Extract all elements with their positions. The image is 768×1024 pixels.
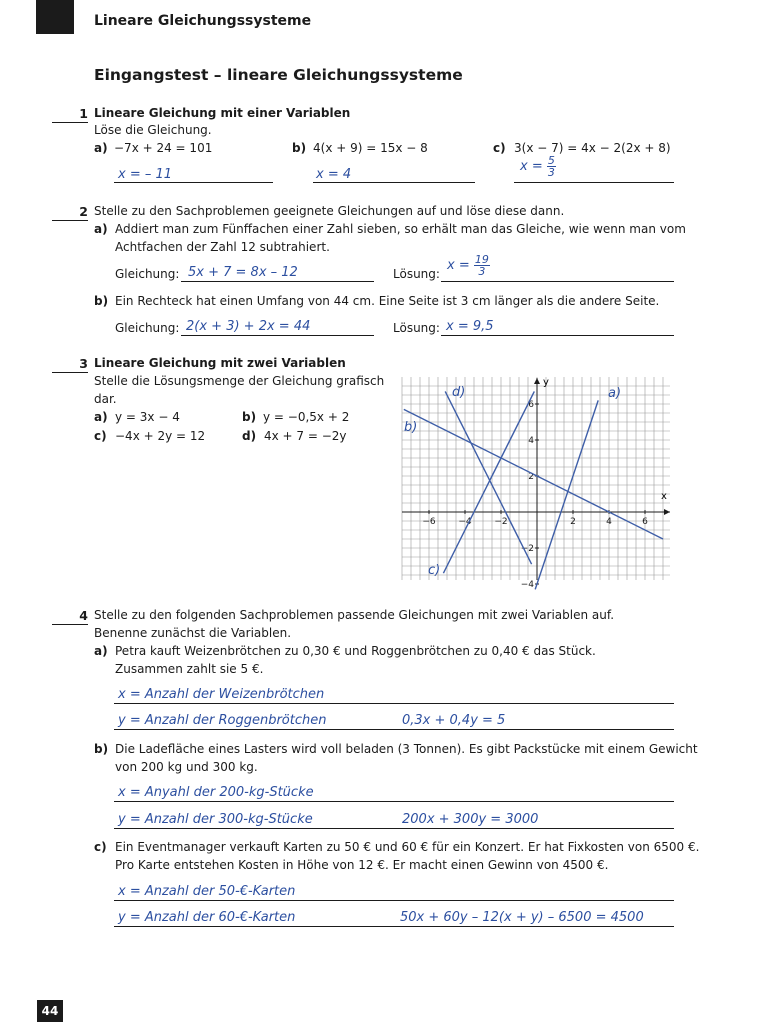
task-1-instruction: Löse die Gleichung.	[94, 123, 212, 137]
task-2a-solution-label: Lösung:	[393, 267, 440, 281]
task-3-graph	[380, 374, 680, 590]
task-3d-equation: 4x + 7 = −2y	[264, 429, 347, 443]
task-1b-answer[interactable]: x = 4	[316, 167, 352, 182]
task-4b-text-line2: von 200 kg und 300 kg.	[115, 760, 258, 774]
task-3a-label: a)	[94, 410, 108, 424]
task-2b-equation-label: Gleichung:	[115, 321, 180, 335]
y-tick-label: −2	[520, 544, 534, 554]
x-tick-label: 4	[606, 517, 612, 527]
task-1a-equation: −7x + 24 = 101	[114, 141, 213, 155]
chapter-marker	[36, 0, 74, 34]
task-4b-equation[interactable]: 200x + 300y = 3000	[402, 812, 539, 827]
page-title: Eingangstest – lineare Gleichungssysteme	[94, 66, 463, 84]
graph-lines	[404, 391, 663, 589]
task-4-instruction-line1: Stelle zu den folgenden Sachproblemen passende Gleichungen mit zwei Variablen auf.	[94, 608, 615, 622]
task-4c-variable-x[interactable]: x = Anzahl der 50-€-Karten	[118, 884, 296, 899]
task-4a-text-line1: Petra kauft Weizenbrötchen zu 0,30 € und Roggenbrötchen zu 0,40 € das Stück.	[115, 644, 596, 658]
task-1b-label: b)	[292, 141, 307, 155]
task-3a-equation: y = 3x − 4	[115, 410, 180, 424]
graph-line-a	[535, 400, 598, 589]
task-2b-equation-line	[181, 335, 374, 336]
chapter-title: Lineare Gleichungssysteme	[94, 13, 312, 29]
task-3-instruction-line1: Stelle die Lösungsmenge der Gleichung grafisch	[94, 374, 385, 388]
graph-grid	[402, 377, 670, 580]
task-1a-label: a)	[94, 141, 108, 155]
task-2a-text-line2: Achtfachen der Zahl 12 subtrahiert.	[115, 240, 330, 254]
task-2a-solution-answer[interactable]	[447, 254, 490, 277]
task-4a-line-2	[114, 729, 674, 730]
x-tick-label: 6	[642, 517, 648, 527]
task-1a-answer[interactable]: x = – 11	[118, 167, 173, 182]
y-tick-label: −4	[520, 580, 534, 590]
task-2-number: 2	[52, 204, 88, 221]
task-1c-answer-prefix: x =	[520, 159, 543, 174]
task-2-instruction: Stelle zu den Sachproblemen geeignete Gleichungen auf und löse diese dann.	[94, 204, 565, 218]
x-tick-label: −2	[494, 517, 508, 527]
task-4c-text-line1: Ein Eventmanager verkauft Karten zu 50 € und 60 € für ein Konzert. Er hat Fixkosten von 6500 €.	[115, 840, 700, 854]
line-label-c: c)	[428, 563, 441, 578]
line-label-a: a)	[608, 386, 622, 401]
task-4a-line-1	[114, 703, 674, 704]
x-tick-label: 2	[570, 517, 576, 527]
task-3d-label: d)	[242, 429, 257, 443]
x-axis-arrow	[664, 509, 670, 515]
task-4a-variable-x[interactable]: x = Anzahl der Weizenbrötchen	[118, 687, 325, 702]
fraction-numerator: 5	[547, 154, 555, 167]
task-4c-text-line2: Pro Karte entstehen Kosten in Höhe von 12 €. Er macht einen Gewinn von 4500 €.	[115, 858, 609, 872]
task-4b-text-line1: Die Ladefläche eines Lasters wird voll beladen (3 Tonnen). Es gibt Packstücke mit einem Gewicht	[115, 742, 698, 756]
task-4c-line-2	[114, 926, 674, 927]
x-tick-label: −6	[422, 517, 436, 527]
task-1c-answer-line	[514, 182, 674, 183]
task-1c-label: c)	[493, 141, 506, 155]
task-4a-text-line2: Zusammen zahlt sie 5 €.	[115, 662, 264, 676]
task-3c-label: c)	[94, 429, 107, 443]
task-3b-label: b)	[242, 410, 257, 424]
task-1c-equation: 3(x − 7) = 4x − 2(2x + 8)	[514, 141, 671, 155]
task-1-heading: Lineare Gleichung mit einer Variablen	[94, 106, 351, 120]
fraction-denominator: 3	[547, 166, 555, 179]
task-2a-equation-line	[181, 281, 374, 282]
task-4b-line-1	[114, 801, 674, 802]
task-2b-text: Ein Rechteck hat einen Umfang von 44 cm. Eine Seite ist 3 cm länger als die andere Seite.	[115, 294, 660, 308]
task-4b-line-2	[114, 828, 674, 829]
task-2b-label: b)	[94, 294, 109, 308]
task-4a-variable-y[interactable]: y = Anzahl der Roggenbrötchen	[118, 713, 327, 728]
y-tick-label: 4	[528, 436, 534, 446]
task-3-instruction-line2: dar.	[94, 392, 117, 406]
task-2a-solution-prefix: x =	[447, 258, 470, 273]
graph-line-b	[404, 409, 663, 539]
task-4c-label: c)	[94, 840, 107, 854]
task-1b-answer-line	[313, 182, 475, 183]
task-2b-solution-label: Lösung:	[393, 321, 440, 335]
task-1-number: 1	[52, 106, 88, 123]
x-axis-label: x	[661, 491, 667, 502]
task-4-instruction-line2: Benenne zunächst die Variablen.	[94, 626, 292, 640]
task-2a-solution-fraction	[474, 254, 490, 277]
task-4-number: 4	[52, 608, 88, 625]
task-3-number: 3	[52, 356, 88, 373]
task-2a-solution-line	[441, 281, 674, 282]
task-2a-equation-label: Gleichung:	[115, 267, 180, 281]
task-2a-text-line1: Addiert man zum Fünffachen einer Zahl sieben, so erhält man das Gleiche, wie wenn man vom	[115, 222, 686, 236]
graph-line-d	[445, 391, 531, 564]
task-2a-label: a)	[94, 222, 108, 236]
line-label-d: d)	[452, 385, 466, 400]
task-1a-answer-line	[114, 182, 273, 183]
task-4c-variable-y[interactable]: y = Anzahl der 60-€-Karten	[118, 910, 296, 925]
task-2a-equation-answer[interactable]: 5x + 7 = 8x – 12	[188, 265, 298, 280]
task-4c-equation[interactable]: 50x + 60y – 12(x + y) – 6500 = 4500	[400, 910, 644, 925]
task-2b-equation-answer[interactable]: 2(x + 3) + 2x = 44	[186, 319, 311, 334]
fraction-denominator: 3	[478, 265, 486, 278]
task-2b-solution-line	[441, 335, 674, 336]
task-3c-equation: −4x + 2y = 12	[115, 429, 206, 443]
task-1b-equation: 4(x + 9) = 15x − 8	[313, 141, 428, 155]
page-number: 44	[37, 1000, 63, 1022]
task-3b-equation: y = −0,5x + 2	[263, 410, 350, 424]
task-4a-equation[interactable]: 0,3x + 0,4y = 5	[402, 713, 506, 728]
y-axis-label: y	[543, 377, 549, 388]
y-axis-arrow	[534, 378, 540, 384]
y-tick-label: 2	[528, 472, 534, 482]
line-label-b: b)	[404, 420, 418, 435]
x-tick-label: −4	[458, 517, 472, 527]
task-1c-answer[interactable]	[520, 155, 556, 178]
task-4c-line-1	[114, 900, 674, 901]
task-2b-solution-answer[interactable]: x = 9,5	[446, 319, 494, 334]
task-1c-answer-fraction	[547, 155, 556, 178]
task-4a-label: a)	[94, 644, 108, 658]
task-4b-variable-y[interactable]: y = Anzahl der 300-kg-Stücke	[118, 812, 313, 827]
task-3-heading: Lineare Gleichung mit zwei Variablen	[94, 356, 346, 370]
y-tick-label: 6	[528, 400, 534, 410]
fraction-numerator: 19	[474, 253, 489, 266]
task-4b-label: b)	[94, 742, 109, 756]
task-4b-variable-x[interactable]: x = Anyahl der 200-kg-Stücke	[118, 785, 314, 800]
